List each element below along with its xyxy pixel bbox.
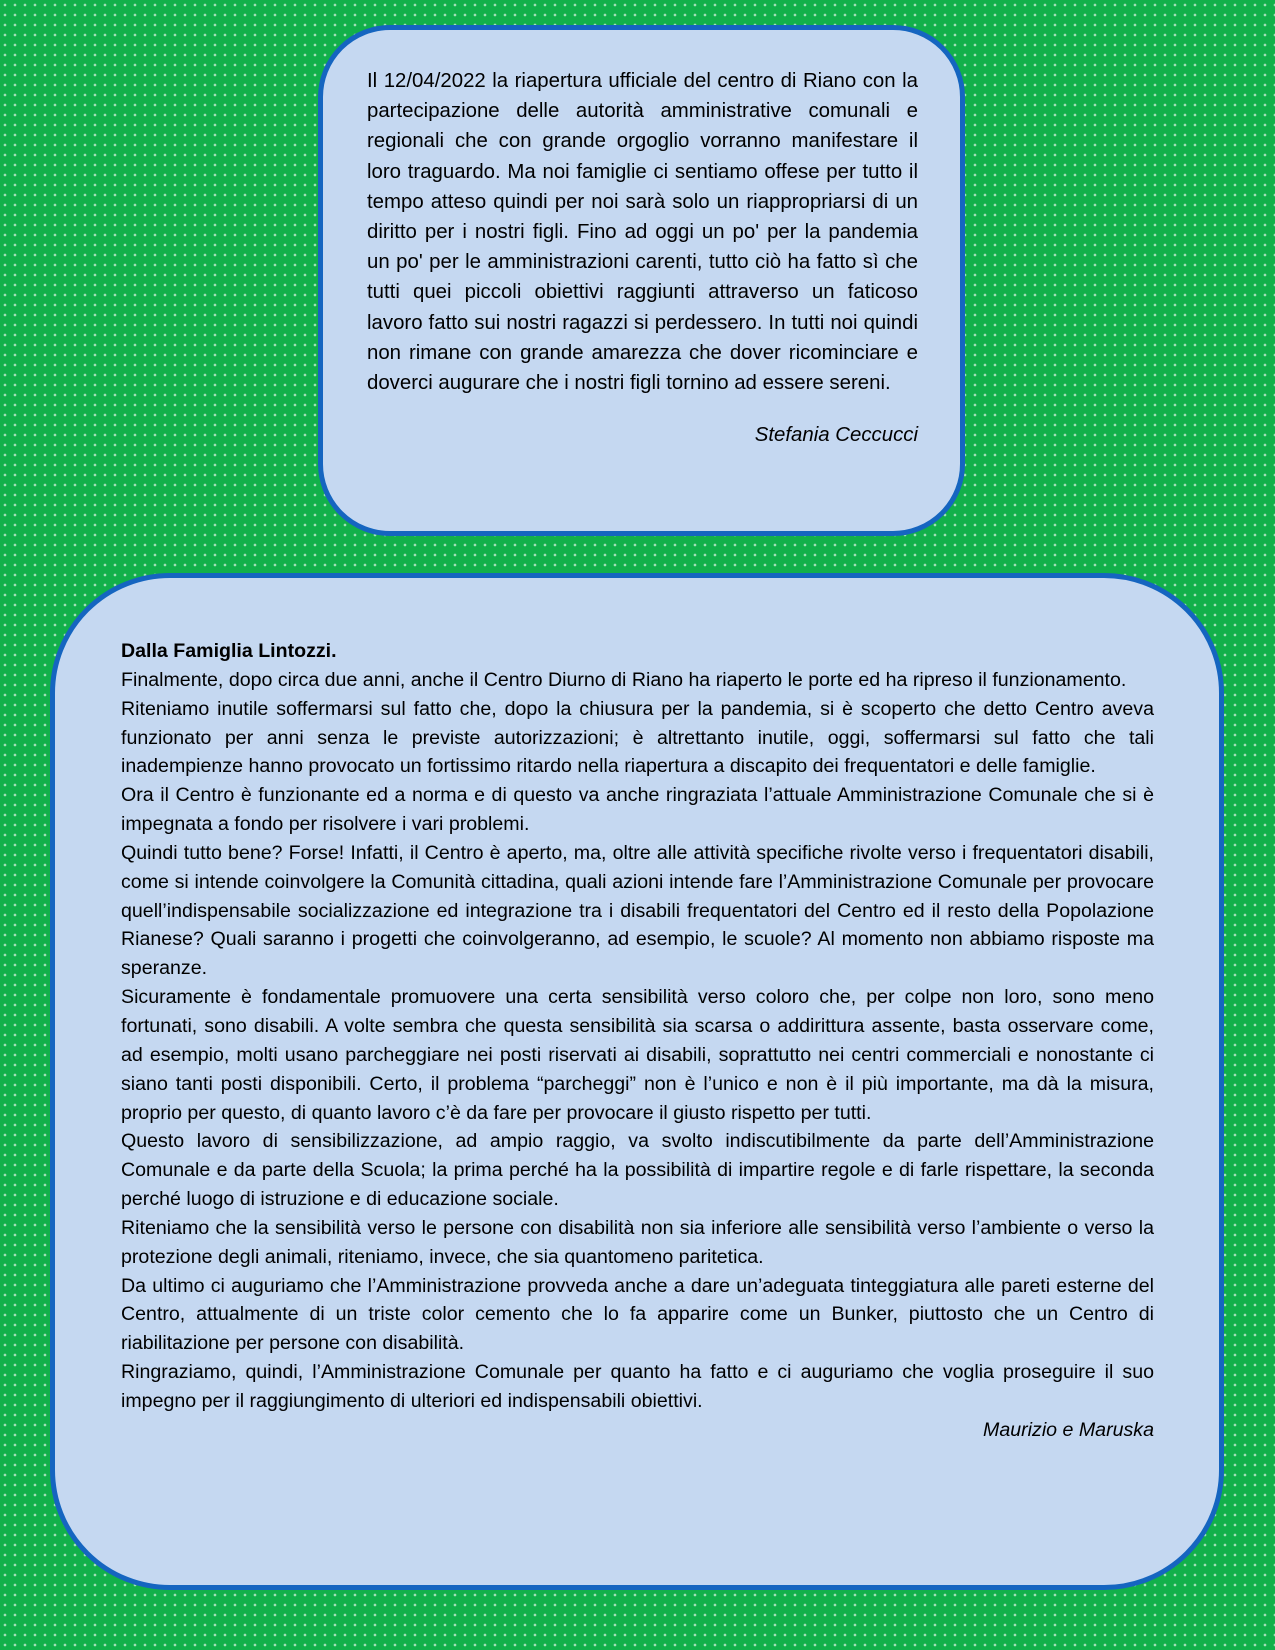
letter-paragraph: Ora il Centro è funzionante ed a norma e di questo va anche ringraziata l’attuale Amministrazione Comunale che si è impegnata a fondo per risolvere i vari problemi. <box>121 784 1154 836</box>
letter-box <box>50 573 1224 1590</box>
letter-paragraph: Da ultimo ci auguriamo che l’Amministrazione provveda anche a dare un’adeguata tinteggiatura alle pareti esterne del Centro, attualmente di un triste color cemento che lo fa apparire come un Bunker, piuttosto che un Centro di riabilitazione per persone con disabilità. <box>121 1274 1154 1355</box>
announcement-text: Il 12/04/2022 la riapertura ufficiale del centro di Riano con la partecipazione delle autorità amministrative comunali e regionali che con grande orgoglio vorranno manifestare il loro traguardo. Ma noi famiglie ci sentiamo offese per tutto il tempo atteso quindi per noi sarà solo un riappropriarsi di un diritto per i nostri figli. Fino ad oggi un po' per la pandemia un po' per le amministrazioni carenti, tutto ciò ha fatto sì che tutti quei piccoli obiettivi raggiunti attraverso un faticoso lavoro fatto sui nostri ragazzi si perdessero. In tutti noi quindi non rimane con grande amarezza che dover ricominciare e doverci augurare che i nostri figli tornino ad essere sereni. <box>367 70 918 395</box>
announcement-signature: Stefania Ceccucci <box>754 424 918 447</box>
letter-title: Dalla Famiglia Lintozzi. <box>121 640 337 662</box>
letter-paragraph: Quindi tutto bene? Forse! Infatti, il Centro è aperto, ma, oltre alle attività specifiche rivolte verso i frequentatori disabili, come si intende coinvolgere la Comunità cittadina, quali azioni intende fare l’Amministrazione Comunale per provocare quell’indispensabile socializzazione ed integrazione tra i disabili frequentatori del Centro ed il resto della Popolazione Rianese? Quali saranno i progetti che coinvolgeranno, ad esempio, le scuole? Al momento non abbiamo risposte ma speranze. <box>121 841 1154 980</box>
announcement-box <box>318 25 965 536</box>
letter-paragraph: Finalmente, dopo circa due anni, anche il Centro Diurno di Riano ha riaperto le porte ed ha ripreso il funzionamento. <box>121 668 1127 691</box>
letter-paragraph: Riteniamo che la sensibilità verso le persone con disabilità non sia inferiore alle sensibilità verso l’ambiente o verso la protezione degli animali, riteniamo, invece, che sia quantomeno paritetica. <box>121 1216 1154 1268</box>
letter-paragraph: Sicuramente è fondamentale promuovere una certa sensibilità verso coloro che, per colpe non loro, sono meno fortunati, sono disabili. A volte sembra che questa sensibilità sia scarsa o addirittura assente, basta osservare come, ad esempio, molti usano parcheggiare nei posti riservati ai disabili, soprattutto nei centri commerciali e nonostante ci siano tanti posti disponibili. Certo, il problema “parcheggi” non è l’unico e non è il più importante, ma dà la misura, proprio per questo, di quanto lavoro c’è da fare per provocare il giusto rispetto per tutti. <box>121 986 1154 1124</box>
letter-signature: Maurizio e Maruska <box>983 1418 1154 1441</box>
letter-paragraph: Questo lavoro di sensibilizzazione, ad ampio raggio, va svolto indiscutibilmente da parte dell’Amministrazione Comunale e da parte della Scuola; la prima perché ha la possibilità di impartire regole e di farle rispettare, la seconda perché luogo di istruzione e di educazione sociale. <box>121 1130 1154 1211</box>
letter-paragraph: Ringraziamo, quindi, l’Amministrazione Comunale per quanto ha fatto e ci auguriamo che voglia proseguire il suo impegno per il raggiungimento di ulteriori ed indispensabili obiettivi. <box>121 1361 1154 1412</box>
letter-paragraph: Riteniamo inutile soffermarsi sul fatto che, dopo la chiusura per la pandemia, si è scoperto che detto Centro aveva funzionato per anni senza le previste autorizzazioni; è altrettanto inutile, oggi, soffermarsi sul fatto che tali inadempienze hanno provocato un fortissimo ritardo nella riapertura a discapito dei frequentatori e delle famiglie. <box>121 697 1154 778</box>
